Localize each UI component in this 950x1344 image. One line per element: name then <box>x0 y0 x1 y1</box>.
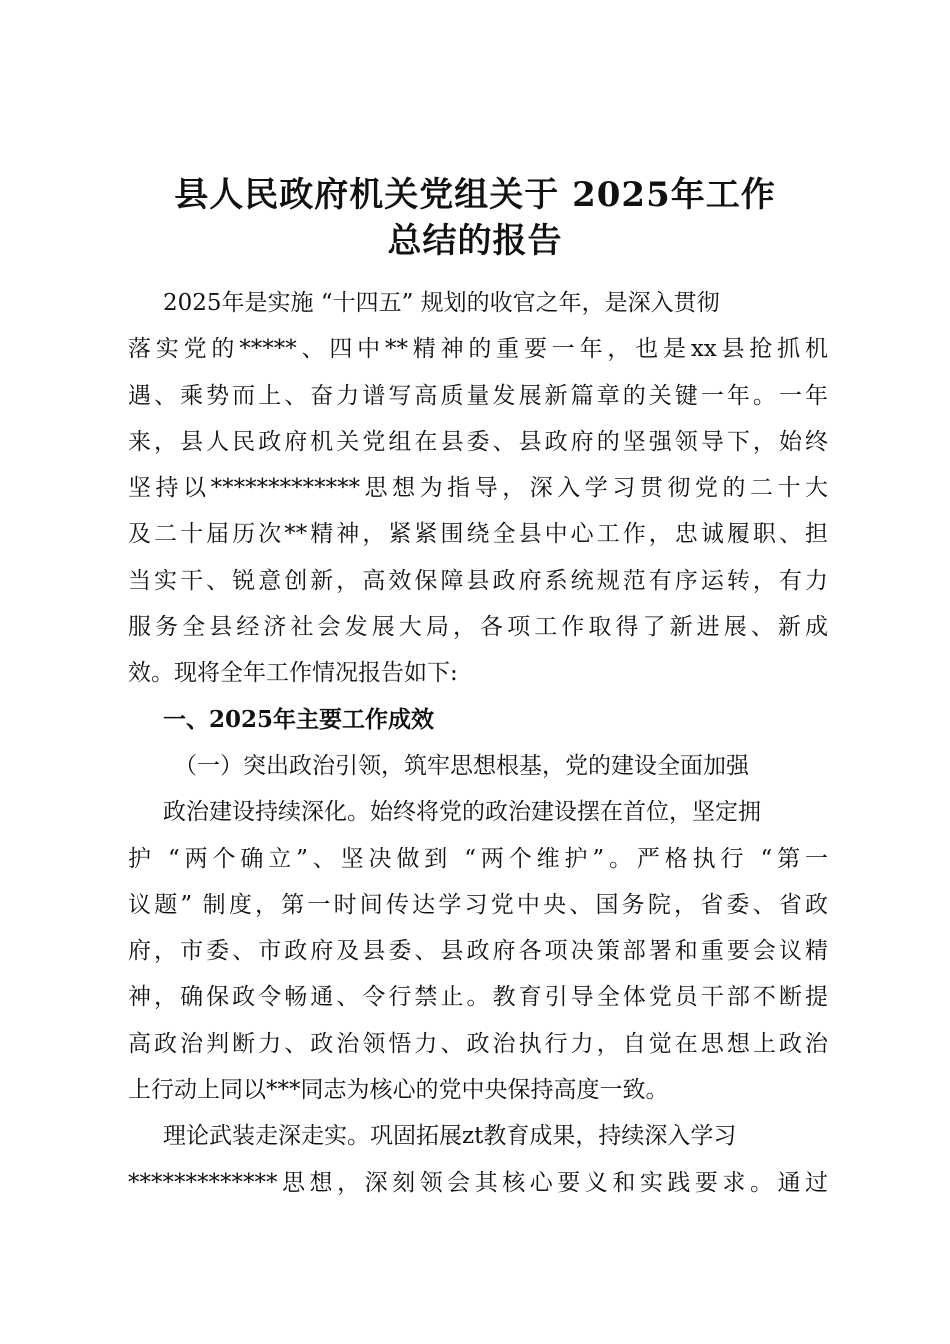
body-line: 来，县人民政府机关党组在县委、县政府的坚强领导下，始终 <box>128 428 828 455</box>
body-line: *************思想，深刻领会其核心要义和实践要求。通过 <box>128 1169 828 1196</box>
body-line: 及二十届历次**精神，紧紧围绕全县中心工作，忠诚履职、担 <box>128 521 828 548</box>
body-line: 神，确保政令畅通、令行禁止。教育引导全体党员干部不断提 <box>128 984 828 1011</box>
body-line: 护 “两个确立”、坚决做到 “两个维护”。严格执行 “第一 <box>128 845 828 872</box>
body-line: 上行动上同以***同志为核心的党中央保持高度一致。 <box>128 1077 669 1104</box>
document-title-line-1: 县人民政府机关党组关于 2025年工作 <box>174 175 776 215</box>
document-title-line-2: 总结的报告 <box>387 221 563 261</box>
body-line: 效。现将全年工作情况报告如下: <box>128 660 458 687</box>
body-line: 府，市委、市政府及县委、县政府各项决策部署和重要会议精 <box>128 938 828 965</box>
body-line: 政治建设持续深化。始终将党的政治建设摆在首位，坚定拥 <box>163 799 761 826</box>
body-line: 理论武装走深走实。巩固拓展zt教育成果，持续深入学习 <box>163 1123 737 1150</box>
body-line: 落实党的*****、四中**精神的重要一年，也是xx县抢抓机 <box>128 336 828 363</box>
body-line: 当实干、锐意创新，高效保障县政府系统规范有序运转，有力 <box>128 567 828 594</box>
document-body <box>128 280 828 1206</box>
subsection-heading: （一）突出政治引领，筑牢思想根基，党的建设全面加强 <box>174 752 749 779</box>
body-line: 议题” 制度，第一时间传达学习党中央、国务院，省委、省政 <box>128 891 828 918</box>
body-line: 2025年是实施 “十四五” 规划的收官之年，是深入贯彻 <box>163 290 720 316</box>
body-line: 服务全县经济社会发展大局，各项工作取得了新进展、新成 <box>128 614 828 641</box>
section-heading: 一、2025年主要工作成效 <box>163 705 435 733</box>
body-line: 坚持以*************思想为指导，深入学习贯彻党的二十大 <box>128 475 828 502</box>
body-line: 遇、乘势而上、奋力谱写高质量发展新篇章的关键一年。一年 <box>128 382 828 409</box>
body-line: 高政治判断力、政治领悟力、政治执行力，自觉在思想上政治 <box>128 1030 828 1057</box>
